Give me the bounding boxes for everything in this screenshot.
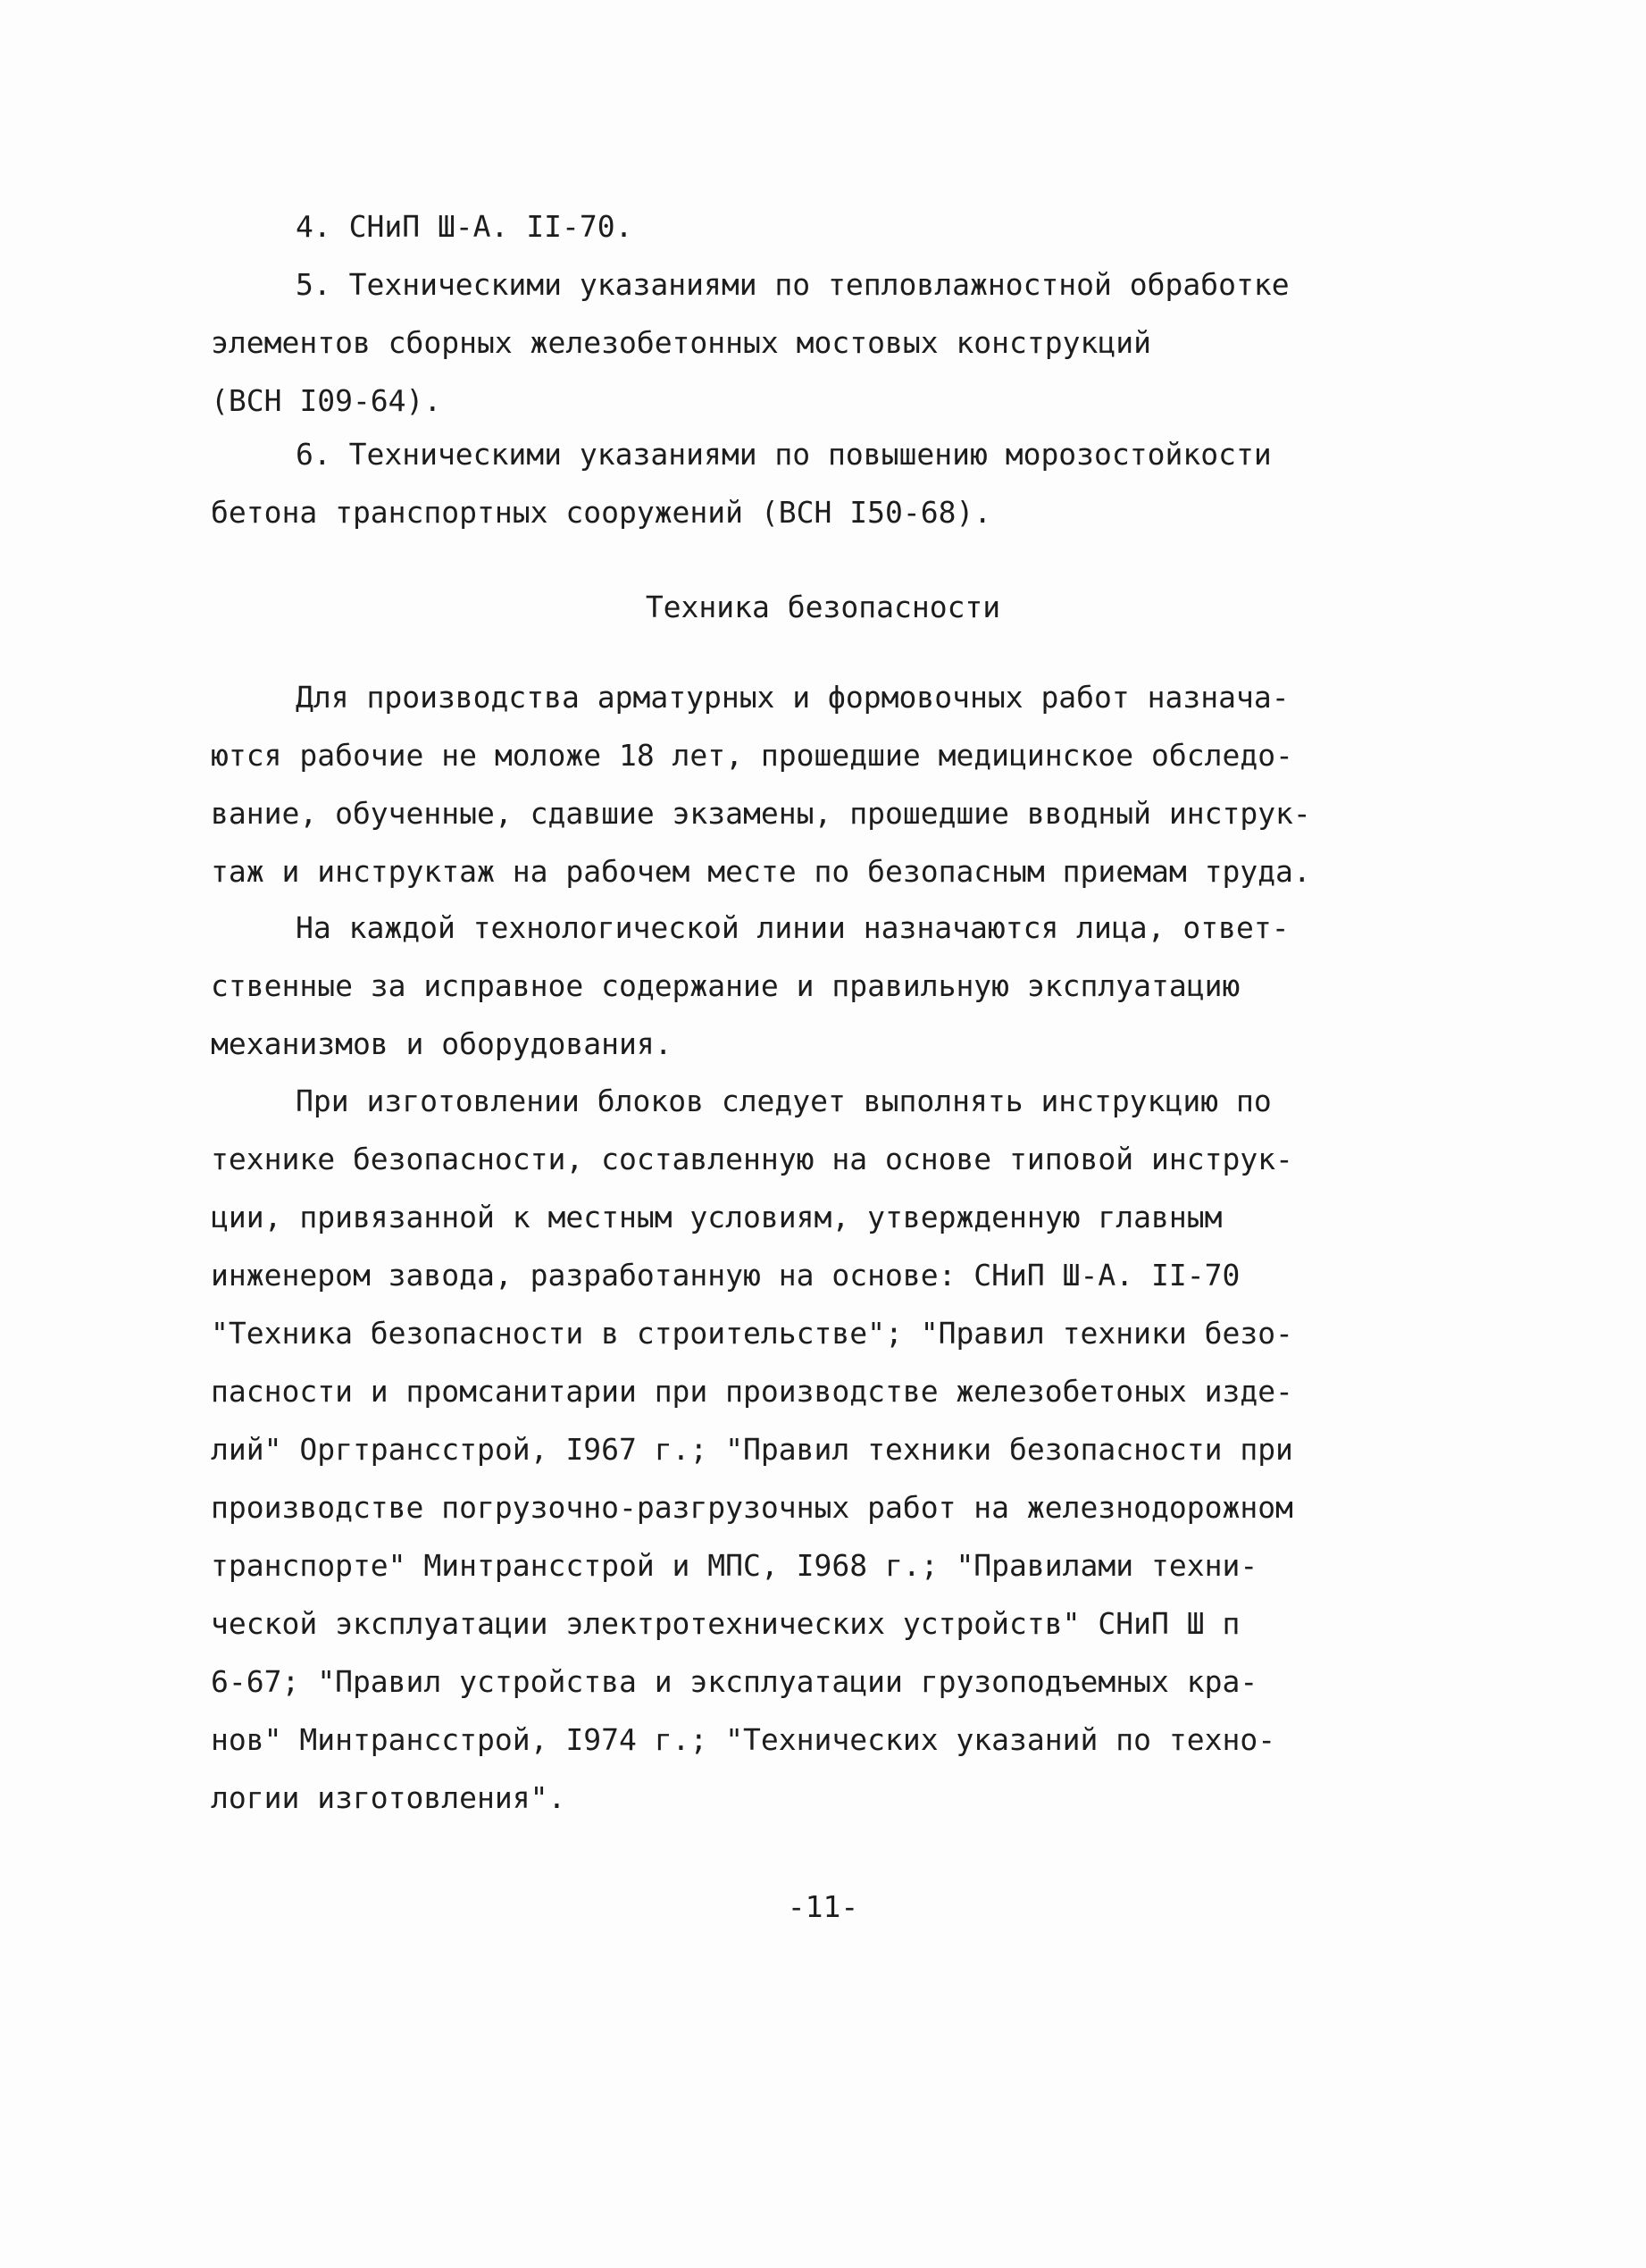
text-line: 6-67; "Правил устройства и эксплуатации грузоподъемных кра-	[211, 1664, 1258, 1699]
text-line: вание, обученные, сдавшие экзамены, прошедшие вводный инструк-	[211, 796, 1311, 831]
text-line: нов" Минтрансстрой, I974 г.; "Технических указаний по техно-	[211, 1722, 1276, 1757]
text-line: элементов сборных железобетонных мостовых конструкций	[211, 325, 1151, 360]
text-line: 5. Техническими указаниями по тепловлажностной обработке	[296, 267, 1290, 302]
text-line: На каждой технологической линии назначаются лица, ответ-	[296, 910, 1290, 945]
text-line: пасности и промсанитарии при производстве железобетоных изде-	[211, 1374, 1293, 1409]
text-line: Для производства арматурных и формовочных работ назнача-	[296, 680, 1290, 715]
text-line: ческой эксплуатации электротехнических устройств" СНиП Ш п	[211, 1606, 1241, 1641]
text-line: ются рабочие не моложе 18 лет, прошедшие медицинское обследо-	[211, 738, 1293, 773]
text-line: логии изготовления".	[211, 1780, 566, 1815]
text-line: инженером завода, разработанную на основе: СНиП Ш-А. II-70	[211, 1258, 1241, 1293]
text-line: "Техника безопасности в строительстве"; "Правил техники безо-	[211, 1316, 1293, 1351]
paragraph-instructions	[211, 1072, 1318, 1827]
text-line: производстве погрузочно-разгрузочных работ на железнодорожном	[211, 1490, 1293, 1525]
reference-item-6	[211, 425, 1318, 541]
text-line: бетона транспортных сооружений (ВСН I50-68).	[211, 495, 992, 530]
text-line: технике безопасности, составленную на основе типовой инструк-	[211, 1142, 1293, 1176]
text-line: При изготовлении блоков следует выполнять инструкцию по	[296, 1084, 1272, 1118]
text-line: таж и инструктаж на рабочем месте по безопасным приемам труда.	[211, 854, 1311, 889]
text-line: (ВСН I09-64).	[211, 383, 442, 418]
text-line: ственные за исправное содержание и правильную эксплуатацию	[211, 968, 1241, 1003]
text-line: 6. Техническими указаниями по повышению морозостойкости	[296, 437, 1272, 472]
text-line: транспорте" Минтрансстрой и МПС, I968 г.; "Правилами техни-	[211, 1548, 1258, 1583]
paragraph-workers	[211, 668, 1318, 900]
reference-item-5	[211, 255, 1318, 430]
paragraph-responsible	[211, 899, 1318, 1073]
text-line: механизмов и оборудования.	[211, 1026, 673, 1061]
section-title: Техника безопасности	[645, 590, 1001, 624]
reference-item-4	[211, 197, 1318, 255]
text-line: лий" Оргтрансстрой, I967 г.; "Правил техники безопасности при	[211, 1432, 1293, 1467]
text-line: ции, привязанной к местным условиям, утвержденную главным	[211, 1200, 1223, 1234]
text-line: 4. СНиП Ш-А. II-70.	[296, 209, 633, 244]
page-number: -11-	[787, 1889, 859, 1924]
